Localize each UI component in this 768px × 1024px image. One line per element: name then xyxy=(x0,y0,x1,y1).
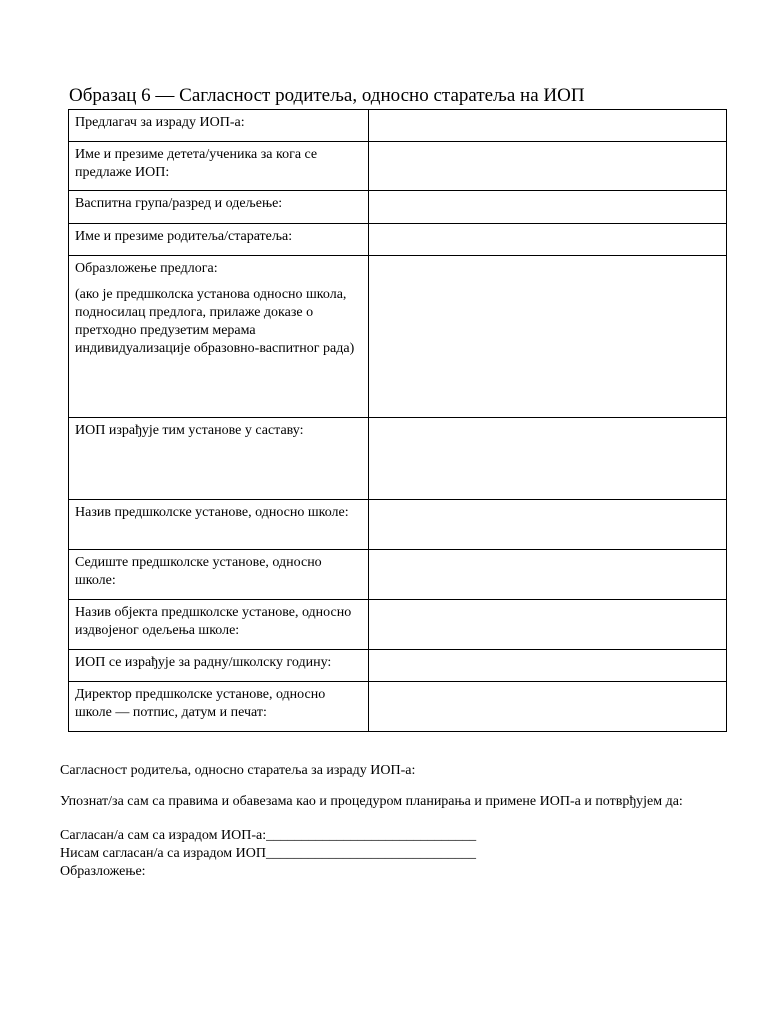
row-value-field[interactable] xyxy=(369,682,727,732)
row-label: Васпитна група/разред и одељење: xyxy=(69,191,369,224)
row-label: ИОП се израђује за радну/школску годину: xyxy=(69,650,369,682)
table-row xyxy=(69,110,727,142)
table-row xyxy=(69,682,727,732)
consent-statement: Упознат/за сам са правима и обавезама као и процедуром планирања и примене ИОП-а и потврђујем да: xyxy=(60,794,683,809)
row-value-field[interactable] xyxy=(369,600,727,650)
disagree-line[interactable]: Нисам сагласан/а са израдом ИОП______________________________ xyxy=(60,846,476,861)
explanation-label: Образложење: xyxy=(60,864,146,879)
row-value-field[interactable] xyxy=(369,418,727,500)
consent-heading: Сагласност родитеља, односно старатеља за израду ИОП-а: xyxy=(60,763,416,778)
row-label: Седиште предшколске установе, односно школе: xyxy=(69,550,369,600)
row-value-field[interactable] xyxy=(369,256,727,418)
table-row xyxy=(69,500,727,550)
row-label-with-note xyxy=(69,256,369,418)
row-value-field[interactable] xyxy=(369,550,727,600)
table-row xyxy=(69,418,727,500)
form-title: Образац 6 — Сагласност родитеља, односно старатеља на ИОП xyxy=(69,85,585,106)
table-row xyxy=(69,142,727,191)
row-label: Име и презиме детета/ученика за кога се предлаже ИОП: xyxy=(69,142,369,191)
table-row xyxy=(69,650,727,682)
row-value-field[interactable] xyxy=(369,500,727,550)
iop-form-table xyxy=(68,109,727,732)
table-row xyxy=(69,600,727,650)
row-value-field[interactable] xyxy=(369,142,727,191)
row-label: Име и презиме родитеља/старатеља: xyxy=(69,224,369,256)
row-label: Предлагач за израду ИОП-а: xyxy=(69,110,369,142)
table-row xyxy=(69,191,727,224)
row-value-field[interactable] xyxy=(369,191,727,224)
row-value-field[interactable] xyxy=(369,650,727,682)
row-note: (ако је предшколска установа односно школа, подносилац предлога, прилаже доказе о претходно предузетим мерама индивидуализације образовно-васпитног рада) xyxy=(75,287,355,356)
row-label: Назив предшколске установе, односно школе: xyxy=(69,500,369,550)
table-row xyxy=(69,224,727,256)
row-value-field[interactable] xyxy=(369,110,727,142)
table-row xyxy=(69,256,727,418)
row-value-field[interactable] xyxy=(369,224,727,256)
consent-section xyxy=(60,762,700,881)
row-label: Назив објекта предшколске установе, односно издвојеног одељења школе: xyxy=(69,600,369,650)
row-label: ИОП израђује тим установе у саставу: xyxy=(69,418,369,500)
row-label: Директор предшколске установе, односно школе — потпис, датум и печат: xyxy=(69,682,369,732)
agree-line[interactable]: Сагласан/а сам са израдом ИОП-а:______________________________ xyxy=(60,828,477,843)
row-label: Образложење предлога: xyxy=(75,261,218,276)
table-row xyxy=(69,550,727,600)
